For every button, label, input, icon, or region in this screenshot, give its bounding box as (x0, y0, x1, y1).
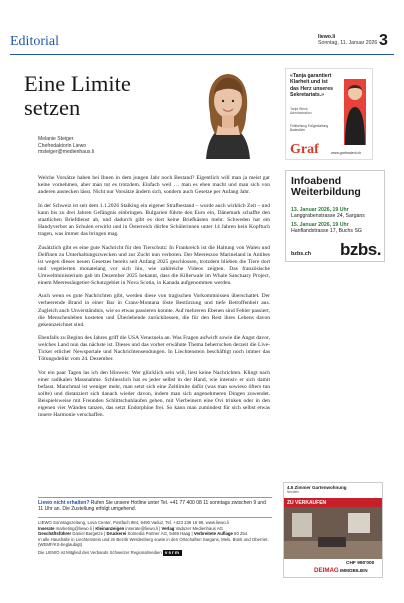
publication-name: liewo.li (318, 34, 336, 40)
paragraph: Auch wenn es gute Nachrichten gibt, werden diese von tragischen Vorkommnissen überschattet. Der verheerende Brand in einer Bar in Crans-Montana löste Bestürzung und tiefe Betroffenheit aus. Zugleich auch Unverständnis, wie so etwas passieren konnte. Auf mehreren Ebenen sind Fehler passiert, die Menschenleben kosteten und Überlebende zurückliessen, die für den Rest ihres Lebens davon gekennzeichnet sind. (38, 293, 270, 328)
issue-date: Sonntag, 11. Januar 2026 (318, 40, 378, 47)
vsrm-logo: vsrm (164, 549, 180, 555)
apartment-photo (284, 507, 383, 559)
author-byline (38, 136, 94, 156)
deimag-logo-sub: IMMOBILIEN (340, 568, 368, 573)
paragraph: Zusätzlich gibt es eine gute Nachricht für den Tierschutz: In Frankreich ist die Haltung von Walen und Delfinen zu Unterhaltungszwecken und zur Zucht nun verboten. Der Meereszoo Marineland in Antibes ist wegen dieses neuen Gesetzes bereits seit Anfang 2025 geschlossen, trotzdem blieben die Tiere dort und vegetierten monatelang vor sich hin, wie zahlreiche Videos zeigten. Das französische Umweltministerium gab im Dezember 2025 bekannt, dass die Killerwale im Whale Sanctuary Project, einem Meeressäugetier-Schutzgebiet in Nova Scotia, in Kanada aufgenommen werden. (38, 244, 270, 286)
ad-graf-website[interactable]: www.grafmaleni.ch (331, 151, 362, 155)
paragraph: In der Schweiz ist seit dem 1.1.2026 Stalking ein eigener Strafbestand – wurde auch wirklich Zeit – und kann bis zu drei Jahren Gefängnis einbringen. Bulgarien führte den Euro ein, Dänemark schaffte den staatlichen Briefdienst ab, und dadurch gibt es dort keine Briefkästen mehr. Schweden hat ein Handyverbot an Schulen erwirkt und in Österreich dürfen Schülerinnen unter 14 Jahren kein Kopftuch tragen, was immer das bringen mag. (38, 202, 270, 237)
page-number: 3 (379, 32, 388, 49)
divider (38, 497, 272, 498)
ad-deimag-price: CHF 990'000 (346, 561, 375, 566)
impressum-management: Geschäftsführer Daniel Bargetze | Druckerei Somedia Partner AG, 9469 Haag | Verbreitete Auflage 50 254. (38, 531, 249, 537)
paragraph: Vor ein paar Tagen las ich den Hinweis: Wer glücklich sein will, liest keine Nachrichten. Klingt nach einer radikalen Massnahme. Schliesslich hat es jeder selbst in der Hand, wie intensiv er sich damit befasst. Manchmal ist weniger mehr, man setzt sich eine Zeitlimite dafür (was man sowieso öfters tun sollte) und distanziert sich danach wieder davon, indem man sich angenehmeren Dingen zuwendet. Beispielsweise mit Freunden Schlittschuhlaufen gehen, mit Vierbeinern eine Ovi trinken oder in den eigenen vier Wänden tanzen, das setzt Endorphine frei. So kann man zumindest für sich selbst etwas innere Harmonie verschaffen. (38, 370, 270, 419)
delivery-info-box (38, 500, 272, 513)
delivery-info-lead: Liewo nicht erhalten? (38, 500, 90, 506)
ad-bzbs[interactable] (285, 170, 385, 262)
article-body (38, 175, 270, 426)
ad-bzbs-url[interactable]: bzbs.ch (291, 251, 312, 257)
ad-deimag-header (284, 483, 383, 497)
impressum-distribution: In alle Haushalte in Liechtenstein und im Bezirk Werdenberg sowie in den Ortschaften Sargans, Mels, Bünti und Oberriet. (WEMF/KS-beglaubigt) (38, 536, 269, 548)
ad-bzbs-address-2: Hanflandstrasse 17, Buchs SG (291, 228, 362, 234)
headline-line-1: Eine Limite (24, 71, 131, 96)
ad-deimag-subtitle: Nendeln (287, 490, 299, 494)
section-title: Editorial (10, 34, 59, 49)
author-email[interactable]: msteiger@medienhaus.li (38, 149, 95, 155)
ad-deimag-title: 4.5 Zimmer Gartenwohnung (287, 485, 347, 490)
impressum-address: LIEWO Sonntagszeitung, Lova Center, Postfach 884, 9490 Vaduz, Tel. +423 236 16 96, www.liewo.li (38, 520, 229, 525)
ad-bzbs-address-1: Langgrabenstrasse 24, Sargans (291, 213, 365, 219)
ad-bzbs-date-1: 13. Januar 2026, 19 Uhr (291, 207, 349, 213)
ad-bzbs-date-2: 15. Januar 2026, 19 Uhr (291, 222, 349, 228)
author-role: Chefredaktorin Liewo (38, 142, 87, 149)
window-shape (348, 513, 370, 533)
ad-graf-tagline: Fühlbehung Fußgestaltung Badeslöen (290, 124, 329, 132)
author-portrait (180, 63, 274, 159)
sofa-shape (318, 537, 346, 547)
ad-bzbs-title: Infoabend Weiterbildung (291, 175, 361, 199)
header-divider (10, 54, 394, 55)
headline-line-2: setzen (24, 95, 81, 120)
window-shape (292, 513, 312, 537)
graf-logo: Graf (290, 142, 319, 157)
paragraph: Welche Vorsätze haben bei Ihnen in dem jungen Jahr noch Bestand? Eigentlich will man ja meist gar keine vornehmen, aber man tut es trotzdem. Einfach weil … man es eben macht und man sich von anderen anstecken lässt. Nicht nur Vorsätze ändern sich, sondern auch Gesetze per Anfang Jahr. (38, 175, 270, 196)
ad-graf[interactable] (285, 68, 373, 160)
page-header (0, 0, 404, 56)
impressum-contacts: Inserate marketing@liewo.li | Kleinanzeigen inserate@liewo.li | Verlag Vaduzer Medienhaus AG (38, 525, 224, 531)
ad-deimag-banner: ZU VERKAUFEN (284, 498, 383, 507)
masthead (318, 34, 377, 46)
author-name: Melanie Steiger (38, 136, 74, 142)
impressum (38, 520, 274, 556)
impressum-membership: Die LIEWO ist Mitglied des Verbands Schweizer Regionalmedien vsrm (38, 549, 180, 555)
ad-graf-person: Tanja Wenk Administration (290, 107, 312, 116)
ad-deimag[interactable] (283, 482, 383, 578)
delivery-info-text: Rufen Sie unsere Hotline unter Tel. +41 77 400 08 11 sonntags zwischen 9 und 11 Uhr an. Die Zustellung erfolgt umgehend. (38, 500, 266, 513)
paragraph: Ebenfalls zu Beginn des Jahres griff die USA Venezuela an. Was Fragen aufwirft sowie die Angst davor, welches Land nun das nächste ist. Dieses und das vorher erwähnte Thema beherrschen derzeit die Live-Ticker etlicher Newsportale und Nachrichtensendungen. In Liechtenstein beschäftigt noch immer das Tötungsdelikt vom 24. Dezember. (38, 335, 270, 363)
deimag-logo: DEIMAG (314, 567, 339, 574)
divider (38, 517, 272, 518)
person-figure-icon (340, 79, 370, 145)
article-headline (24, 72, 194, 120)
bzbs-logo: bzbs. (340, 240, 381, 259)
ad-graf-quote: «Tanja garantiert Klarheit und ist das Herz unseres Sekretariats.» (290, 73, 333, 98)
